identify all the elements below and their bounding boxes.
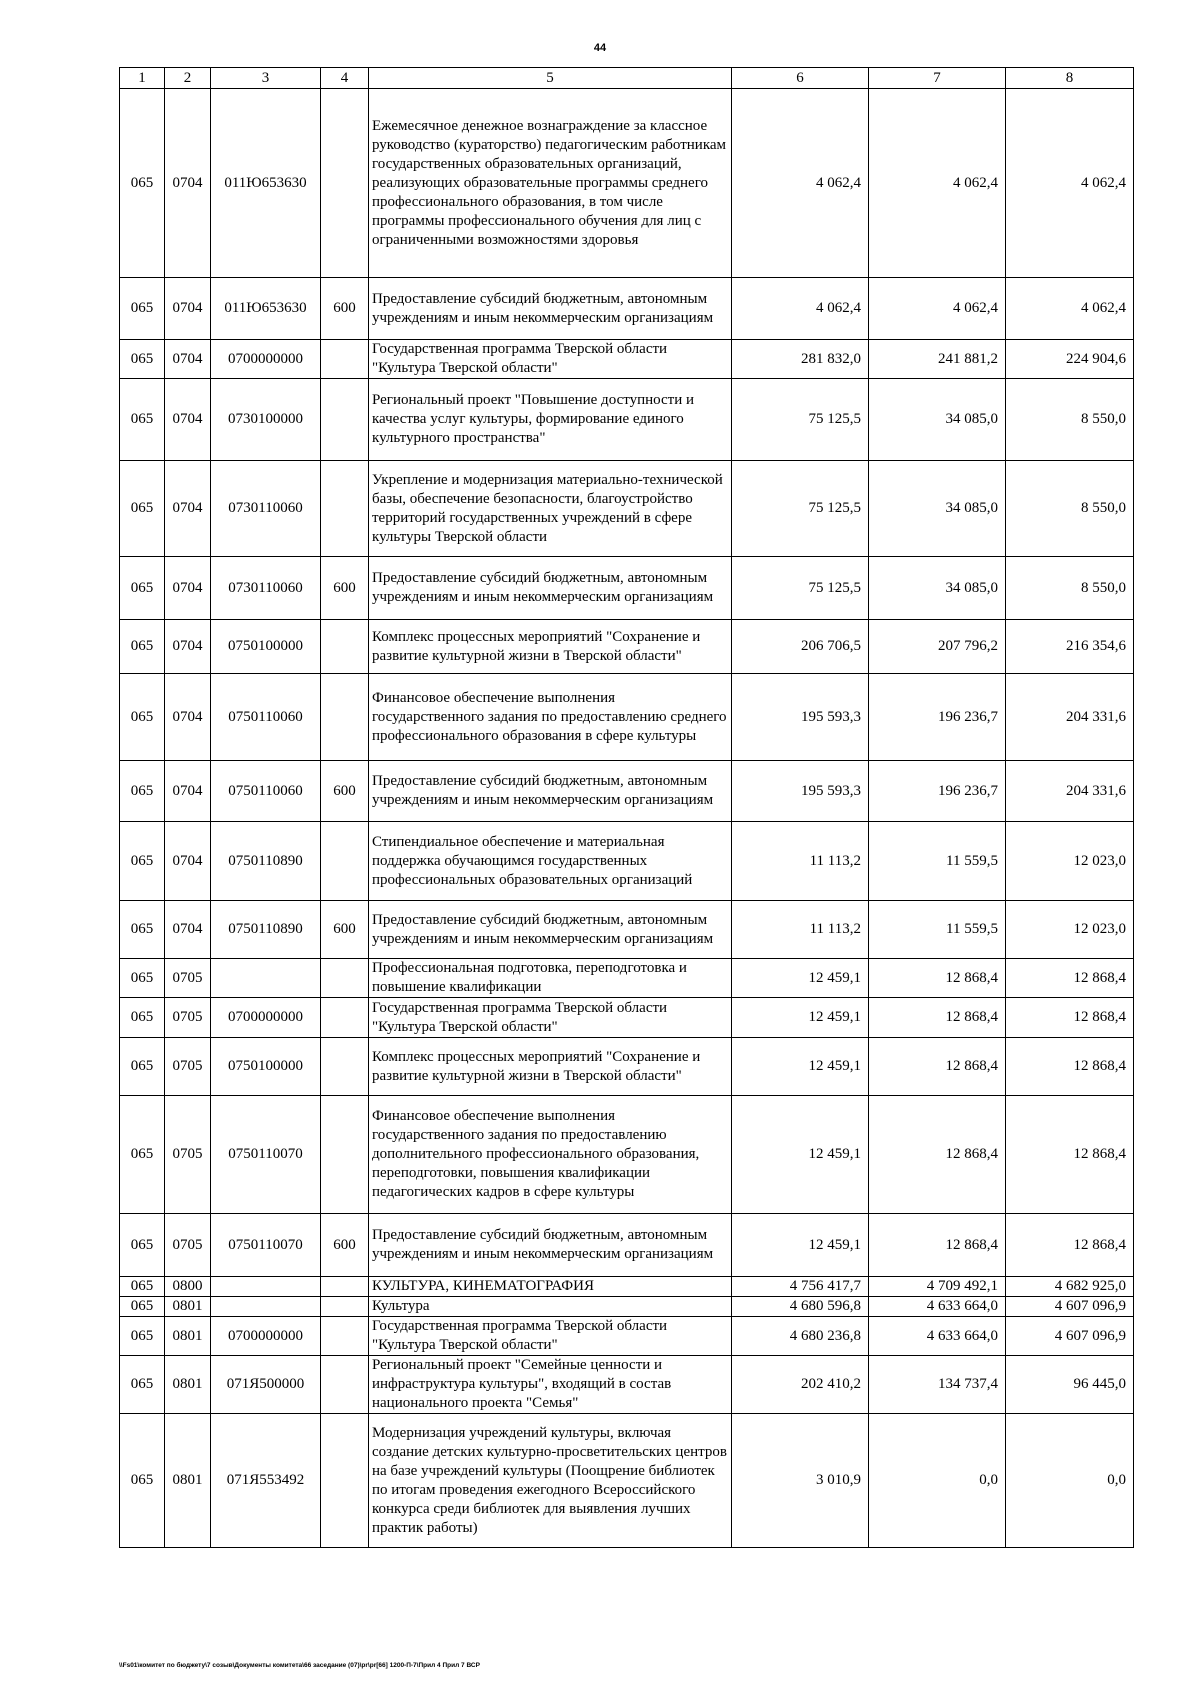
amount-year-1-cell: 281 832,0 xyxy=(732,340,869,379)
column-header: 7 xyxy=(869,68,1006,89)
column-header: 8 xyxy=(1006,68,1134,89)
expense-type-code-cell: 600 xyxy=(321,761,369,822)
amount-year-2-cell: 34 085,0 xyxy=(869,379,1006,461)
table-row xyxy=(120,1096,1134,1214)
description-cell: Региональный проект "Повышение доступности и качества услуг культуры, формирование единого культурного пространства" xyxy=(369,379,732,461)
amount-year-1-cell: 12 459,1 xyxy=(732,998,869,1038)
budget-table xyxy=(119,67,1134,1548)
amount-year-2-cell: 12 868,4 xyxy=(869,1038,1006,1096)
ministry-code-cell: 065 xyxy=(120,959,165,998)
target-article-code-cell: 0750100000 xyxy=(211,620,321,674)
section-code-cell: 0704 xyxy=(165,674,211,761)
amount-year-1-cell: 12 459,1 xyxy=(732,1096,869,1214)
table-row xyxy=(120,761,1134,822)
column-header: 4 xyxy=(321,68,369,89)
ministry-code-cell: 065 xyxy=(120,998,165,1038)
amount-year-3-cell: 216 354,6 xyxy=(1006,620,1134,674)
description-cell: Предоставление субсидий бюджетным, автономным учреждениям и иным некоммерческим организациям xyxy=(369,557,732,620)
amount-year-3-cell: 8 550,0 xyxy=(1006,379,1134,461)
description-cell: Профессиональная подготовка, переподготовка и повышение квалификации xyxy=(369,959,732,998)
amount-year-2-cell: 34 085,0 xyxy=(869,557,1006,620)
ministry-code-cell: 065 xyxy=(120,674,165,761)
target-article-code-cell: 011Ю653630 xyxy=(211,278,321,340)
amount-year-3-cell: 4 607 096,9 xyxy=(1006,1317,1134,1356)
amount-year-2-cell: 12 868,4 xyxy=(869,959,1006,998)
ministry-code-cell: 065 xyxy=(120,1297,165,1317)
amount-year-2-cell: 196 236,7 xyxy=(869,674,1006,761)
amount-year-3-cell: 8 550,0 xyxy=(1006,461,1134,557)
amount-year-2-cell: 0,0 xyxy=(869,1414,1006,1548)
ministry-code-cell: 065 xyxy=(120,340,165,379)
expense-type-code-cell: 600 xyxy=(321,1214,369,1277)
table-row xyxy=(120,557,1134,620)
target-article-code-cell: 0730110060 xyxy=(211,557,321,620)
table-row xyxy=(120,901,1134,959)
amount-year-1-cell: 4 756 417,7 xyxy=(732,1277,869,1297)
description-cell: Государственная программа Тверской области "Культура Тверской области" xyxy=(369,998,732,1038)
target-article-code-cell: 0730100000 xyxy=(211,379,321,461)
amount-year-2-cell: 4 709 492,1 xyxy=(869,1277,1006,1297)
target-article-code-cell: 0750100000 xyxy=(211,1038,321,1096)
amount-year-1-cell: 4 680 236,8 xyxy=(732,1317,869,1356)
amount-year-3-cell: 204 331,6 xyxy=(1006,761,1134,822)
ministry-code-cell: 065 xyxy=(120,822,165,901)
section-code-cell: 0705 xyxy=(165,1214,211,1277)
ministry-code-cell: 065 xyxy=(120,761,165,822)
ministry-code-cell: 065 xyxy=(120,620,165,674)
amount-year-3-cell: 4 062,4 xyxy=(1006,278,1134,340)
column-header: 5 xyxy=(369,68,732,89)
target-article-code-cell xyxy=(211,1277,321,1297)
expense-type-code-cell xyxy=(321,379,369,461)
amount-year-1-cell: 195 593,3 xyxy=(732,761,869,822)
section-code-cell: 0801 xyxy=(165,1356,211,1414)
table-row xyxy=(120,1317,1134,1356)
ministry-code-cell: 065 xyxy=(120,461,165,557)
description-cell: Региональный проект "Семейные ценности и инфраструктура культуры", входящий в состав национального проекта "Семья" xyxy=(369,1356,732,1414)
amount-year-1-cell: 202 410,2 xyxy=(732,1356,869,1414)
ministry-code-cell: 065 xyxy=(120,557,165,620)
expense-type-code-cell xyxy=(321,89,369,278)
column-header: 2 xyxy=(165,68,211,89)
table-row xyxy=(120,278,1134,340)
amount-year-3-cell: 12 023,0 xyxy=(1006,822,1134,901)
amount-year-1-cell: 12 459,1 xyxy=(732,959,869,998)
table-row xyxy=(120,620,1134,674)
section-code-cell: 0704 xyxy=(165,901,211,959)
table-row xyxy=(120,1214,1134,1277)
amount-year-3-cell: 12 868,4 xyxy=(1006,1038,1134,1096)
ministry-code-cell: 065 xyxy=(120,1317,165,1356)
section-code-cell: 0705 xyxy=(165,959,211,998)
amount-year-2-cell: 207 796,2 xyxy=(869,620,1006,674)
amount-year-2-cell: 4 633 664,0 xyxy=(869,1297,1006,1317)
target-article-code-cell: 071Я500000 xyxy=(211,1356,321,1414)
section-code-cell: 0705 xyxy=(165,1096,211,1214)
description-cell: Модернизация учреждений культуры, включая создание детских культурно-просветительских центров на базе учреждений культуры (Поощрение библиотек по итогам проведения ежегодного Всероссийского конкурса среди библиотек для выявления лучших практик работы) xyxy=(369,1414,732,1548)
expense-type-code-cell xyxy=(321,1317,369,1356)
expense-type-code-cell xyxy=(321,998,369,1038)
amount-year-3-cell: 12 868,4 xyxy=(1006,1096,1134,1214)
section-code-cell: 0801 xyxy=(165,1414,211,1548)
expense-type-code-cell xyxy=(321,959,369,998)
ministry-code-cell: 065 xyxy=(120,1096,165,1214)
target-article-code-cell xyxy=(211,1297,321,1317)
section-code-cell: 0704 xyxy=(165,620,211,674)
ministry-code-cell: 065 xyxy=(120,89,165,278)
expense-type-code-cell: 600 xyxy=(321,557,369,620)
amount-year-1-cell: 75 125,5 xyxy=(732,461,869,557)
amount-year-2-cell: 241 881,2 xyxy=(869,340,1006,379)
table-row xyxy=(120,1356,1134,1414)
section-code-cell: 0704 xyxy=(165,278,211,340)
ministry-code-cell: 065 xyxy=(120,1214,165,1277)
expense-type-code-cell xyxy=(321,1414,369,1548)
amount-year-1-cell: 12 459,1 xyxy=(732,1038,869,1096)
section-code-cell: 0704 xyxy=(165,89,211,278)
amount-year-1-cell: 12 459,1 xyxy=(732,1214,869,1277)
expense-type-code-cell xyxy=(321,620,369,674)
description-cell: Финансовое обеспечение выполнения государственного задания по предоставлению среднего профессионального образования в сфере культуры xyxy=(369,674,732,761)
expense-type-code-cell xyxy=(321,1096,369,1214)
table-row xyxy=(120,461,1134,557)
amount-year-3-cell: 12 868,4 xyxy=(1006,959,1134,998)
ministry-code-cell: 065 xyxy=(120,1038,165,1096)
table-row xyxy=(120,1297,1134,1317)
table-row xyxy=(120,1038,1134,1096)
table-row xyxy=(120,959,1134,998)
ministry-code-cell: 065 xyxy=(120,1414,165,1548)
table-row xyxy=(120,998,1134,1038)
expense-type-code-cell xyxy=(321,822,369,901)
expense-type-code-cell xyxy=(321,340,369,379)
target-article-code-cell: 0750110060 xyxy=(211,674,321,761)
ministry-code-cell: 065 xyxy=(120,379,165,461)
target-article-code-cell: 0750110070 xyxy=(211,1096,321,1214)
amount-year-1-cell: 4 062,4 xyxy=(732,89,869,278)
amount-year-2-cell: 4 062,4 xyxy=(869,89,1006,278)
column-header: 6 xyxy=(732,68,869,89)
section-code-cell: 0704 xyxy=(165,461,211,557)
description-cell: Комплекс процессных мероприятий "Сохранение и развитие культурной жизни в Тверской области" xyxy=(369,1038,732,1096)
table-row xyxy=(120,822,1134,901)
amount-year-3-cell: 12 023,0 xyxy=(1006,901,1134,959)
target-article-code-cell: 011Ю653630 xyxy=(211,89,321,278)
target-article-code-cell: 0700000000 xyxy=(211,998,321,1038)
section-code-cell: 0704 xyxy=(165,340,211,379)
amount-year-2-cell: 196 236,7 xyxy=(869,761,1006,822)
expense-type-code-cell xyxy=(321,1297,369,1317)
expense-type-code-cell xyxy=(321,674,369,761)
amount-year-3-cell: 4 607 096,9 xyxy=(1006,1297,1134,1317)
ministry-code-cell: 065 xyxy=(120,1277,165,1297)
amount-year-1-cell: 75 125,5 xyxy=(732,379,869,461)
amount-year-3-cell: 4 682 925,0 xyxy=(1006,1277,1134,1297)
description-cell: Культура xyxy=(369,1297,732,1317)
description-cell: КУЛЬТУРА, КИНЕМАТОГРАФИЯ xyxy=(369,1277,732,1297)
expense-type-code-cell: 600 xyxy=(321,901,369,959)
amount-year-3-cell: 224 904,6 xyxy=(1006,340,1134,379)
amount-year-2-cell: 34 085,0 xyxy=(869,461,1006,557)
description-cell: Укрепление и модернизация материально-технической базы, обеспечение безопасности, благоустройство территорий государственных учреждений в сфере культуры Тверской области xyxy=(369,461,732,557)
section-code-cell: 0704 xyxy=(165,822,211,901)
section-code-cell: 0801 xyxy=(165,1297,211,1317)
target-article-code-cell: 0750110060 xyxy=(211,761,321,822)
section-code-cell: 0704 xyxy=(165,557,211,620)
amount-year-3-cell: 4 062,4 xyxy=(1006,89,1134,278)
amount-year-2-cell: 12 868,4 xyxy=(869,1214,1006,1277)
table-row xyxy=(120,1277,1134,1297)
page-number: 44 xyxy=(593,42,607,54)
description-cell: Предоставление субсидий бюджетным, автономным учреждениям и иным некоммерческим организациям xyxy=(369,278,732,340)
amount-year-2-cell: 134 737,4 xyxy=(869,1356,1006,1414)
amount-year-1-cell: 11 113,2 xyxy=(732,901,869,959)
amount-year-1-cell: 206 706,5 xyxy=(732,620,869,674)
expense-type-code-cell xyxy=(321,1038,369,1096)
amount-year-3-cell: 12 868,4 xyxy=(1006,1214,1134,1277)
table-row xyxy=(120,379,1134,461)
footer-file-path: \\Fs01\комитет по бюджету\7 созыв\Документы комитета\66 заседание (07)\pr\pr[66] 1200-П-7\Прил 4 Прил 7 ВСР xyxy=(119,1662,480,1669)
amount-year-3-cell: 12 868,4 xyxy=(1006,998,1134,1038)
expense-type-code-cell: 600 xyxy=(321,278,369,340)
amount-year-1-cell: 11 113,2 xyxy=(732,822,869,901)
section-code-cell: 0705 xyxy=(165,1038,211,1096)
target-article-code-cell: 071Я553492 xyxy=(211,1414,321,1548)
target-article-code-cell: 0750110890 xyxy=(211,822,321,901)
section-code-cell: 0800 xyxy=(165,1277,211,1297)
expense-type-code-cell xyxy=(321,461,369,557)
target-article-code-cell xyxy=(211,959,321,998)
target-article-code-cell: 0700000000 xyxy=(211,340,321,379)
section-code-cell: 0704 xyxy=(165,761,211,822)
description-cell: Предоставление субсидий бюджетным, автономным учреждениям и иным некоммерческим организациям xyxy=(369,761,732,822)
ministry-code-cell: 065 xyxy=(120,1356,165,1414)
table-row xyxy=(120,89,1134,278)
description-cell: Предоставление субсидий бюджетным, автономным учреждениям и иным некоммерческим организациям xyxy=(369,901,732,959)
amount-year-3-cell: 204 331,6 xyxy=(1006,674,1134,761)
target-article-code-cell: 0750110070 xyxy=(211,1214,321,1277)
amount-year-3-cell: 0,0 xyxy=(1006,1414,1134,1548)
description-cell: Комплекс процессных мероприятий "Сохранение и развитие культурной жизни в Тверской области" xyxy=(369,620,732,674)
description-cell: Предоставление субсидий бюджетным, автономным учреждениям и иным некоммерческим организациям xyxy=(369,1214,732,1277)
amount-year-3-cell: 8 550,0 xyxy=(1006,557,1134,620)
expense-type-code-cell xyxy=(321,1356,369,1414)
column-header: 3 xyxy=(211,68,321,89)
table-row xyxy=(120,1414,1134,1548)
amount-year-2-cell: 12 868,4 xyxy=(869,998,1006,1038)
amount-year-1-cell: 3 010,9 xyxy=(732,1414,869,1548)
amount-year-1-cell: 195 593,3 xyxy=(732,674,869,761)
ministry-code-cell: 065 xyxy=(120,901,165,959)
description-cell: Государственная программа Тверской области "Культура Тверской области" xyxy=(369,340,732,379)
description-cell: Государственная программа Тверской области "Культура Тверской области" xyxy=(369,1317,732,1356)
section-code-cell: 0705 xyxy=(165,998,211,1038)
column-header: 1 xyxy=(120,68,165,89)
target-article-code-cell: 0700000000 xyxy=(211,1317,321,1356)
table-row xyxy=(120,340,1134,379)
target-article-code-cell: 0730110060 xyxy=(211,461,321,557)
amount-year-2-cell: 12 868,4 xyxy=(869,1096,1006,1214)
section-code-cell: 0704 xyxy=(165,379,211,461)
ministry-code-cell: 065 xyxy=(120,278,165,340)
description-cell: Финансовое обеспечение выполнения государственного задания по предоставлению дополнительного профессионального образования, переподготовки, повышения квалификации педагогических кадров в сфере культуры xyxy=(369,1096,732,1214)
description-cell: Стипендиальное обеспечение и материальная поддержка обучающимся государственных профессиональных образовательных организаций xyxy=(369,822,732,901)
expense-type-code-cell xyxy=(321,1277,369,1297)
header-row xyxy=(120,68,1134,89)
amount-year-2-cell: 11 559,5 xyxy=(869,822,1006,901)
amount-year-2-cell: 4 062,4 xyxy=(869,278,1006,340)
description-cell: Ежемесячное денежное вознаграждение за классное руководство (кураторство) педагогическим работникам государственных образовательных организаций, реализующих образовательные программы среднего профессионального образования, в том числе программы профессионального обучения для лиц с ограниченными возможностями здоровья xyxy=(369,89,732,278)
section-code-cell: 0801 xyxy=(165,1317,211,1356)
amount-year-1-cell: 4 680 596,8 xyxy=(732,1297,869,1317)
amount-year-3-cell: 96 445,0 xyxy=(1006,1356,1134,1414)
amount-year-1-cell: 4 062,4 xyxy=(732,278,869,340)
table-row xyxy=(120,674,1134,761)
amount-year-2-cell: 11 559,5 xyxy=(869,901,1006,959)
amount-year-1-cell: 75 125,5 xyxy=(732,557,869,620)
amount-year-2-cell: 4 633 664,0 xyxy=(869,1317,1006,1356)
target-article-code-cell: 0750110890 xyxy=(211,901,321,959)
